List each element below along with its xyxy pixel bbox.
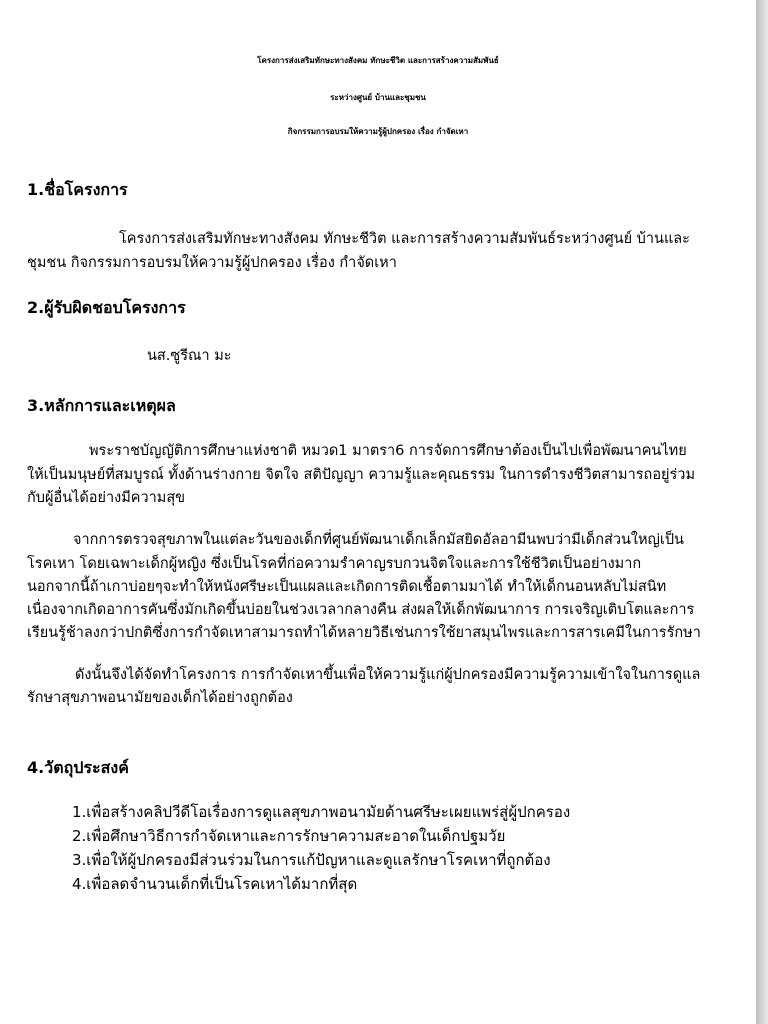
rationale-paragraph-2-line-2: โรคเหา โดยเฉพาะเด็กผู้หญิง ซึ่งเป็นโรคที่ก่อความรำคาญรบกวนจิตใจและการใช้ชีวิตเป็นอย่างมาก	[27, 556, 642, 572]
document-title-line-1: โครงการส่งเสริมทักษะทางสังคม ทักษะชีวิต และการสร้างความสัมพันธ์	[257, 56, 499, 65]
rationale-paragraph-2-line-4: เนื่องจากเกิดอาการคันซึ่งมักเกิดขึ้นบ่อยในช่วงเวลากลางคืน ส่งผลให้เด็กพัฒนาการ การเจริญเติบโตและการ	[27, 602, 695, 618]
section-heading-rationale: 3.หลักการและเหตุผล	[27, 396, 176, 415]
rationale-paragraph-1-line-3: กับผู้อื่นได้อย่างมีความสุข	[27, 490, 186, 506]
section-heading-responsible: 2.ผู้รับผิดชอบโครงการ	[27, 298, 186, 317]
rationale-paragraph-1-line-2: ให้เป็นมนุษย์ที่สมบูรณ์ ทั้งด้านร่างกาย จิตใจ สติปัญญา ความรู้และคุณธรรม ในการดำรงชีวิตสามารถอยู่ร่วม	[27, 467, 696, 483]
rationale-paragraph-3-line-1: ดังนั้นจึงได้จัดทำโครงการ การกำจัดเหาขึ้นเพื่อให้ความรู้แก่ผู้ปกครองมีความรู้ความเข้าใจในการดูแล	[75, 667, 701, 683]
document-title-line-2: ระหว่างศูนย์ บ้านและชุมชน	[330, 93, 426, 102]
objective-item-2: 2.เพื่อศึกษาวิธีการกำจัดเหาและการรักษาความสะอาดในเด็กปฐมวัย	[72, 827, 506, 845]
rationale-paragraph-1-line-1: พระราชบัญญัติการศึกษาแห่งชาติ หมวด1 มาตรา6 การจัดการศึกษาต้องเป็นไปเพื่อพัฒนาคนไทย	[89, 443, 687, 459]
page-edge-shadow	[756, 0, 768, 1024]
project-name-line-1: โครงการส่งเสริมทักษะทางสังคม ทักษะชีวิต และการสร้างความสัมพันธ์ระหว่างศูนย์ บ้านและ	[119, 231, 690, 247]
project-name-line-2: ชุมชน กิจกรรมการอบรมให้ความรู้ผู้ปกครอง เรื่อง กำจัดเหา	[27, 255, 397, 271]
objective-item-4: 4.เพื่อลดจำนวนเด็กที่เป็นโรคเหาได้มากที่สุด	[72, 875, 358, 893]
section-heading-project-name: 1.ชื่อโครงการ	[27, 180, 128, 199]
objective-item-3: 3.เพื่อให้ผู้ปกครองมีส่วนร่วมในการแก้ปัญหาและดูแลรักษาโรคเหาที่ถูกต้อง	[72, 851, 551, 869]
section-heading-objectives: 4.วัตถุประสงค์	[27, 758, 129, 777]
rationale-paragraph-3-line-2: รักษาสุขภาพอนามัยของเด็กได้อย่างถูกต้อง	[27, 690, 293, 706]
rationale-paragraph-2-line-1: จากการตรวจสุขภาพในแต่ละวันของเด็กที่ศูนย์พัฒนาเด็กเล็กมัสยิดอัลอามีนพบว่ามีเด็กส่วนใหญ่เป็น	[73, 532, 684, 548]
objective-item-1: 1.เพื่อสร้างคลิปวีดีโอเรื่องการดูแลสุขภาพอนามัยด้านศรีษะเผยแพร่สู่ผู้ปกครอง	[72, 803, 571, 821]
responsible-person-name: นส.ซูรีณา มะ	[147, 348, 232, 364]
rationale-paragraph-2-line-3: นอกจากนี้ถ้าเกาบ่อยๆจะทำให้หนังศรีษะเป็นแผลและเกิดการติดเชื้อตามมาได้ ทำให้เด็กนอนหลับไม่สนิท	[27, 579, 667, 595]
document-title-line-3: กิจกรรมการอบรมให้ความรู้ผู้ปกครอง เรื่อง กำจัดเหา	[287, 127, 469, 136]
rationale-paragraph-2-line-5: เรียนรู้ช้าลงกว่าปกติซึ่งการกำจัดเหาสามารถทำได้หลายวิธีเช่นการใช้ยาสมุนไพรและการสารเคมีในการรักษา	[27, 625, 701, 641]
